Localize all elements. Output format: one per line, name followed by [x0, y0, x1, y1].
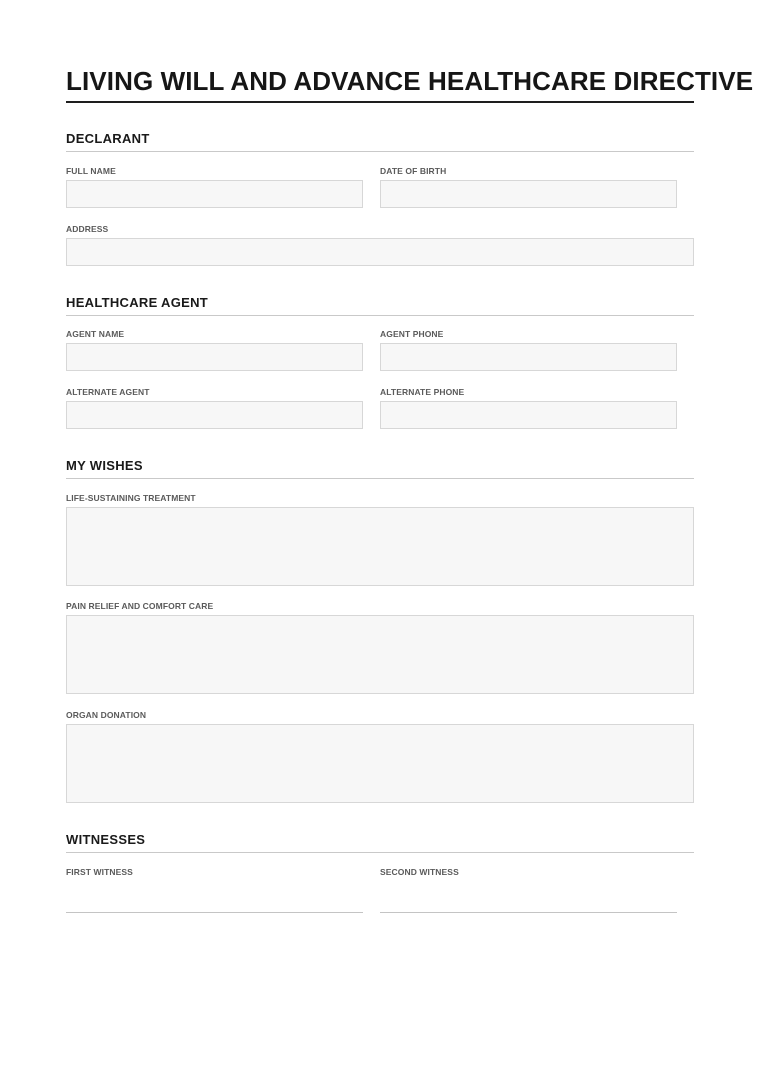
document-title: LIVING WILL AND ADVANCE HEALTHCARE DIRECTIVE: [66, 66, 754, 96]
section-divider: [66, 151, 694, 152]
first-witness-signature-line[interactable]: [66, 912, 363, 913]
pain-relief-field: [66, 601, 694, 694]
alternate-phone-input[interactable]: [380, 401, 677, 429]
organ-donation-field: [66, 710, 694, 803]
life-sustaining-treatment-textarea[interactable]: [66, 507, 694, 586]
alternate-phone-label: ALTERNATE PHONE: [380, 387, 465, 397]
address-label: ADDRESS: [66, 224, 109, 234]
life-sustaining-treatment-field: [66, 493, 694, 586]
agent-phone-label: AGENT PHONE: [380, 329, 444, 339]
section-divider: [66, 315, 694, 316]
address-field: [66, 224, 694, 266]
agent-name-field: [66, 329, 363, 371]
pain-relief-label: PAIN RELIEF AND COMFORT CARE: [66, 601, 214, 611]
address-input[interactable]: [66, 238, 694, 266]
date-of-birth-field: [380, 166, 677, 208]
alternate-agent-label: ALTERNATE AGENT: [66, 387, 150, 397]
section-agent-header: [66, 294, 694, 316]
agent-phone-input[interactable]: [380, 343, 677, 371]
organ-donation-label: ORGAN DONATION: [66, 710, 147, 720]
section-title-declarant: DECLARANT: [66, 131, 150, 146]
section-declarant-header: [66, 130, 694, 152]
organ-donation-textarea[interactable]: [66, 724, 694, 803]
date-of-birth-input[interactable]: [380, 180, 677, 208]
full-name-field: [66, 166, 363, 208]
life-sustaining-treatment-label: LIFE-SUSTAINING TREATMENT: [66, 493, 196, 503]
pain-relief-textarea[interactable]: [66, 615, 694, 694]
section-title-witnesses: WITNESSES: [66, 832, 146, 847]
first-witness-field: [66, 867, 363, 913]
full-name-label: FULL NAME: [66, 166, 116, 176]
section-divider: [66, 852, 694, 853]
first-witness-label: FIRST WITNESS: [66, 867, 133, 877]
agent-name-label: AGENT NAME: [66, 329, 125, 339]
second-witness-field: [380, 867, 677, 913]
section-divider: [66, 478, 694, 479]
section-witnesses-header: [66, 831, 694, 853]
alternate-phone-field: [380, 387, 677, 429]
agent-phone-field: [380, 329, 677, 371]
alternate-agent-field: [66, 387, 363, 429]
second-witness-label: SECOND WITNESS: [380, 867, 459, 877]
section-title-my-wishes: MY WISHES: [66, 458, 143, 473]
title-underline: [66, 101, 694, 103]
section-wishes-header: [66, 457, 694, 479]
agent-name-input[interactable]: [66, 343, 363, 371]
full-name-input[interactable]: [66, 180, 363, 208]
section-title-healthcare-agent: HEALTHCARE AGENT: [66, 295, 209, 310]
second-witness-signature-line[interactable]: [380, 912, 677, 913]
alternate-agent-input[interactable]: [66, 401, 363, 429]
date-of-birth-label: DATE OF BIRTH: [380, 166, 447, 176]
